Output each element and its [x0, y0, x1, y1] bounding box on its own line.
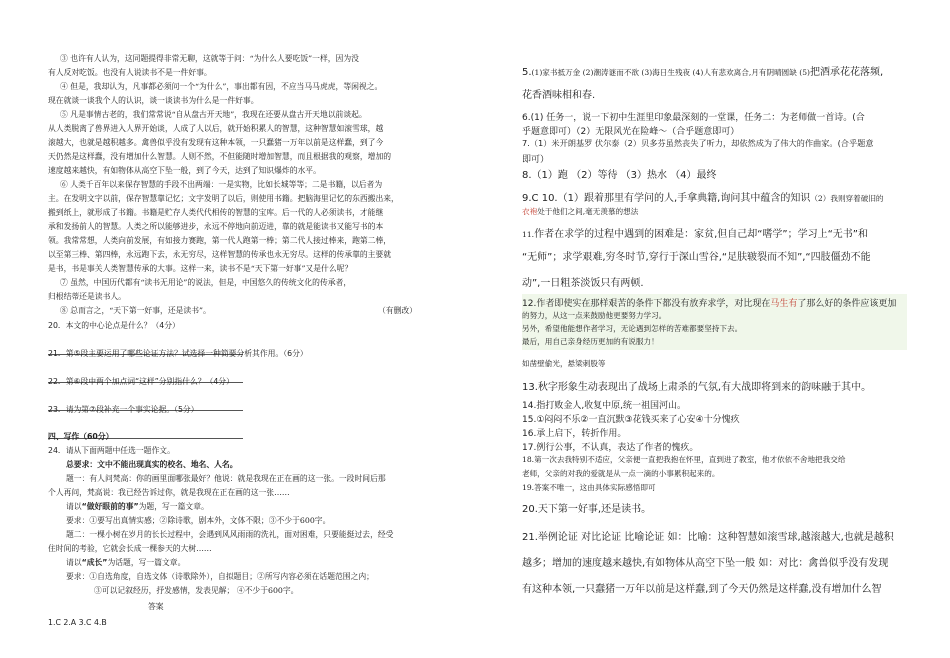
answer-5-line-2: 花香酒味相和春.: [522, 90, 596, 101]
para-4-line-1: ④ 但是，我却认为，凡事都必须问一个“为什么”，事出都有因，不应当马马虎虎，等闲视之。: [60, 82, 383, 91]
para-3-line-1: ③ 也许有人认为，这同题提得非常无聊，这就等于问：“为什么人要吃饭”一样，因为没: [60, 54, 359, 63]
answer-9-10: 9.C 10.（1）跟着那里有学问的人,手拿典籍,询问其中蕴含的知识（2）我则穿着破旧的: [522, 193, 884, 204]
para-6-line-2: 主。在发明文字以前，保存智慧靠记忆；文字发明了以后，则使用书籍。把脑海里记忆的东西搬出来，: [48, 194, 399, 203]
para-5-line-4: 天仍然是这样蠢，没有增加什么智慧。人则不然，不但能随时增加智慧，而且根据我的观察，增加的: [48, 152, 392, 161]
para-8-note: （有删改）: [378, 306, 417, 315]
answer-10-line-2: 衣袍处于他们之间,毫无羡慕的想法: [522, 207, 639, 216]
answer-11-line-3: 动”,一日粗茶淡饭只有两顿.: [522, 278, 644, 289]
para-6-line-4: 承和发扬前人的智慧。人类之所以能够进步，永远不停地向前迈进，靠的就是能读书又能写书的本: [48, 222, 384, 231]
para-5-line-3: 滚越大，也就是越积越多。禽兽似乎没有发现有这种本领，一只蠢猪一万年以前是这样蠢，到了今: [48, 138, 384, 147]
para-6-line-3: 搬到纸上，就形成了书籍。书籍是贮存人类代代相传的智慧的宝库。后一代的人必须读书，才能继: [48, 208, 384, 217]
topic-2-requirements-1: 要求：①自选角度，自选文体（诗歌除外），自拟题目；②所写内容必须在话题范围之内；: [66, 572, 374, 581]
answer-1-4: 1.C 2.A 3.C 4.B: [48, 618, 107, 627]
question-20: 20．本文的中心论点是什么？（4分）: [48, 321, 180, 330]
question-21: 21．第⑤段主要运用了哪些论证方法？试选择一种简要分析其作用。（6分）: [48, 349, 308, 358]
answer-6-line-1: 6.(1) 任务一，说一下初中生涯里印象最深刻的一堂课，任务二：为老师做一首诗。(合: [522, 113, 865, 123]
answer-21-line-3: 有这种本领,一只蠢猪一万年以前是这样蠢,到了今天仍然是这样蠢,没有增加什么智: [522, 584, 882, 595]
para-8: ⑧ 总而言之，“天下第一好事，还是读书”。: [60, 306, 211, 315]
para-5-line-1: ⑤ 凡是事情古老的，我们常常说“自从盘古开天地”，我现在还要从盘古开天地以前谈起。: [60, 110, 367, 119]
question-23: 23．请为第⑦段补充一个事实论据。（5分）: [48, 405, 199, 414]
topic-2-line-1: 题二：一棵小树在岁月的长长过程中，会遇到风风雨雨的洗礼，面对困难，只要能挺过去，经受: [66, 530, 394, 539]
topic-1-requirements: 要求：①要写出真情实感；②除诗歌，剧本外，文体不限；③不少于600字。: [66, 516, 331, 525]
answer-18-line-1: 18.第一次去我特别不适应，父亲便一直把我抱在怀里，直到进了教室，他才依依不舍地把我交给: [522, 455, 846, 464]
para-6-line-7: 是书，书是事关人类智慧传承的大事。这样一来，读书不是“天下第一好事”又是什么呢？: [48, 264, 353, 273]
para-6-line-5: 领。我常常想，人类向前发展，有如接力赛跑，第一代人跑第一棒；第二代人接过棒来，跑第二棒，: [48, 236, 392, 245]
section-4-heading: 四、写作（60分）: [48, 432, 114, 441]
answer-14: 14.指打败金人,收复中原,统一祖国河山。: [522, 401, 687, 411]
topic-2-prompt: 请以“成长”为话题，写一篇文章。: [66, 558, 186, 567]
question-24: 24．请从下面两题中任选一题作文。: [48, 446, 175, 455]
answer-19: 19.答案不唯一，这由具体实际感悟即可: [522, 483, 656, 492]
answer-12-line-4: 最后，用自己亲身经历更加的有说服力！: [522, 337, 659, 346]
answer-12-block: [522, 294, 907, 350]
answer-11-line-1: 11.作者在求学的过程中遇到的困难是：家贫,但自己却“嗜学”；学习上“无书”和: [522, 229, 868, 240]
question-22: 22．第⑥段中两个加点词“这样”分别指什么？（4分）: [48, 377, 234, 386]
answer-5-line-1: 5.(1)家书抵万金 (2)潮涛谜而不欲 (3)海日生残夜 (4)人有悲欢离合,月有阴晴圆缺 (5)把酒承花花落频,: [522, 67, 884, 78]
para-3-line-2: 有人反对吃饭。也没有人说读书不是一件好事。: [48, 68, 212, 77]
para-6-line-6: 以至第三棒、第四棒，永远跑下去，永无穷尽，这样智慧的传承也永无穷尽。这样的传承靠的主要就: [48, 250, 392, 259]
para-7-line-2: 归根结蒂还是读书人。: [48, 292, 126, 301]
answer-15: 15.①闷闷不乐②一直沉默③花钱买来了心安④十分愧疚: [522, 415, 740, 425]
answer-16: 16.承上启下，转折作用。: [522, 429, 627, 439]
answer-13: 13.秋字形象生动表现出了战场上肃杀的气氛,有大战即将到来的韵味融于其中。: [522, 382, 872, 393]
answer-12-line-1: 12.作者即使实在那样艰苦的条件下都没有放弃求学，对比现在马生有了那么好的条件应该更加: [522, 299, 897, 309]
answer-12-line-2: 的努力，从这一点来鼓励他更要努力学习。: [522, 311, 667, 320]
answer-17: 17.例行公事，不认真，表达了作者的愧疚。: [522, 443, 699, 453]
answer-12-example: 如凿壁偷光，悬梁刺股等: [522, 359, 606, 368]
answer-21-line-2: 越多；增加的速度越来越快,有如物体从高空下坠一般 如：对比：禽兽似乎没有发现: [522, 558, 889, 569]
answer-12-line-3: 另外，希望他能想作者学习，无论遇到怎样的苦难都要坚持下去。: [522, 324, 743, 333]
answer-7-line-2: 即可）: [522, 155, 550, 165]
answer-11-line-2: “无师”；求学艰难,穷冬时节,穿行于深山雪谷,“足肤皲裂而不知”,“四肢僵劲不能: [522, 252, 871, 263]
para-5-line-5: 速度越来越快，有如物体从高空下坠一般，到了今天，达到了知识爆炸的水平。: [48, 166, 321, 175]
para-6-line-1: ⑥ 人类千百年以来保存智慧的手段不出两端：一是实物，比如长城等等；二是书籍，以后者为: [60, 180, 383, 189]
answer-6-line-2: 乎题意即可）（2）无限风光在险峰～（合乎题意即可）: [522, 127, 740, 137]
para-4-line-2: 现在就谈一谈我个人的认识，谈一谈读书为什么是一件好事。: [48, 96, 259, 105]
answer-21-line-1: 21.举例论证 对比论证 比喻论证 如：比喻：这种智慧如滚雪球,越滚越大,也就是越积: [522, 532, 894, 543]
topic-2-line-2: 住时间的考验，它就会长成一棵参天的大树……: [48, 544, 212, 553]
topic-2-requirements-2: ③可以记叙经历，抒发感情，发表见解； ④不少于600字。: [94, 586, 299, 595]
topic-1-line-2: 个人再问，梵高说：我已经告诉过你，就是我现在正在画的这一张……: [48, 488, 290, 497]
answer-20: 20.天下第一好事,还是读书。: [522, 504, 652, 515]
para-5-line-2: 从人类脱离了兽界进入人界开始谈，人成了人以后，就开始积累人的智慧，这种智慧如滚雪球，越: [48, 124, 384, 133]
para-7-line-1: ⑦ 虽然，中国历代都有“读书无用论”的说法，但是，中国悠久的传统文化的传承者，: [60, 278, 352, 287]
answer-8: 8.（1）跑 （2）等待 （3）热水 （4）最终: [522, 170, 717, 181]
answer-title: 答案: [148, 602, 164, 611]
answer-7-line-1: 7.（1）米开朗基罗 伏尔泰（2）贝多芬虽然丧失了听力，却依然成为了伟大的作曲家。(合乎题意: [522, 138, 874, 148]
topic-1-line-1: 题一：有人问梵高：你的画里面哪张最好？他说：就是我现在正在画的这一张。一段时间后那: [66, 474, 386, 483]
general-requirement: 总要求：文中不能出现真实的校名、地名、人名。: [66, 460, 238, 469]
topic-1-prompt: 请以“做好眼前的事”为题，写一篇文章。: [66, 502, 209, 511]
answer-18-line-2: 老师，父亲的对我的爱就是从一点一滴的小事累积起来的。: [522, 469, 720, 478]
